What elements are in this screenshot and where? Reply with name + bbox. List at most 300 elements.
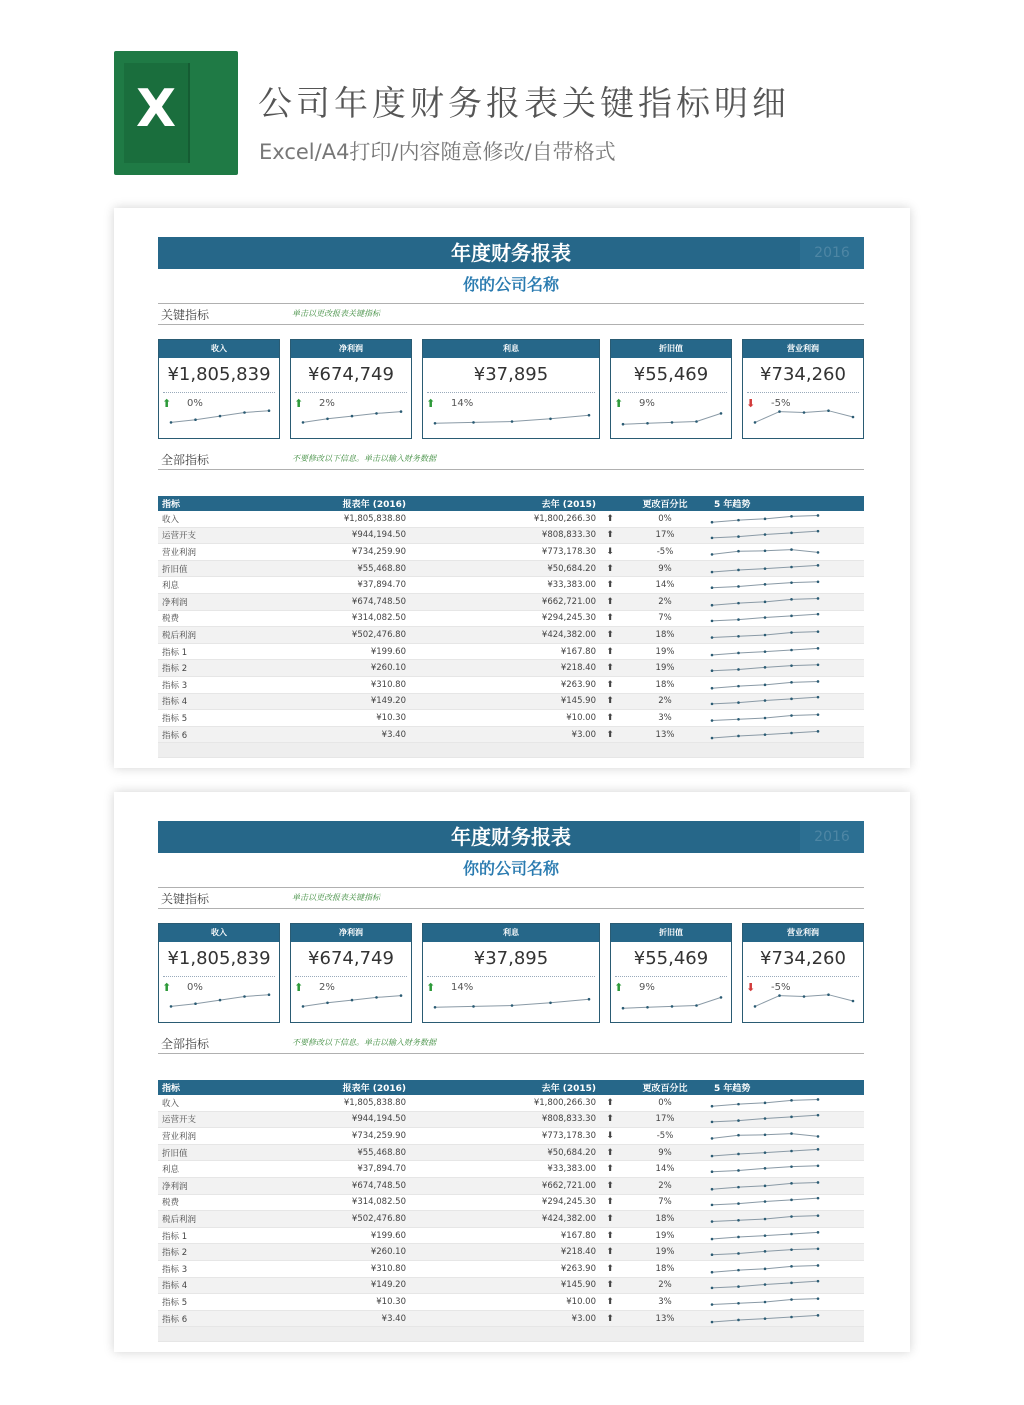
trend-cell (710, 1211, 864, 1228)
trend-cell (710, 577, 864, 594)
trend-point (790, 1249, 793, 1252)
change-percent: 17% (620, 1111, 710, 1128)
trend-point (790, 1149, 793, 1152)
trend-cell (710, 1244, 864, 1261)
kpi-card[interactable] (290, 339, 412, 439)
kpi-sparkline (301, 990, 403, 1012)
table-header-row (158, 496, 864, 511)
trend-point (194, 1002, 197, 1005)
row-sparkline (710, 1230, 820, 1242)
company-name[interactable]: 你的公司名称 (158, 269, 864, 304)
table-row[interactable] (158, 1161, 864, 1178)
previous-value: ¥50,684.20 (410, 560, 600, 577)
table-row[interactable] (158, 643, 864, 660)
up-arrow-icon: ⬆ (600, 527, 620, 544)
col-header-percent: 更改百分比 (620, 1080, 710, 1095)
trend-point (549, 418, 552, 421)
previous-value: ¥50,684.20 (410, 1144, 600, 1161)
table-row[interactable] (158, 693, 864, 710)
current-value: ¥734,259.90 (250, 1128, 410, 1145)
footer-cell (158, 743, 864, 758)
trend-point (711, 1188, 714, 1191)
change-percent: 17% (620, 527, 710, 544)
metric-name: 利息 (158, 1161, 250, 1178)
table-row[interactable] (158, 511, 864, 527)
trend-point (764, 1101, 767, 1104)
trend-point (737, 1103, 740, 1106)
trend-point (711, 1271, 714, 1274)
trend-point (711, 553, 714, 556)
table-row[interactable] (158, 726, 864, 743)
trend-point (737, 1302, 740, 1305)
company-name[interactable]: 你的公司名称 (158, 853, 864, 888)
trend-point (764, 634, 767, 637)
current-value: ¥674,748.50 (250, 593, 410, 610)
key-section-hint[interactable]: 单击以更改报表关键指标 (292, 893, 380, 902)
trend-point (827, 409, 830, 412)
table-row[interactable] (158, 1244, 864, 1261)
trend-point (400, 410, 403, 413)
trend-point (695, 1004, 698, 1007)
change-percent: 14% (620, 577, 710, 594)
trend-cell (710, 1294, 864, 1311)
trend-cell (710, 1260, 864, 1277)
up-arrow-icon: ⬆ (600, 1144, 620, 1161)
trend-point (737, 1235, 740, 1238)
trend-point (737, 685, 740, 688)
row-sparkline (710, 662, 820, 674)
up-arrow-icon: ⬆ (600, 1095, 620, 1111)
trend-point (778, 410, 781, 413)
trend-point (711, 653, 714, 656)
key-section-row (158, 888, 864, 909)
previous-value: ¥808,833.30 (410, 527, 600, 544)
trend-point (817, 1165, 820, 1168)
current-value: ¥149.20 (250, 693, 410, 710)
change-percent: 19% (620, 643, 710, 660)
report-banner (158, 237, 864, 269)
current-value: ¥149.20 (250, 1277, 410, 1294)
kpi-card[interactable] (158, 339, 280, 439)
up-arrow-icon: ⬆ (600, 1111, 620, 1128)
kpi-sparkline (433, 406, 591, 428)
trend-cell (710, 676, 864, 693)
trend-point (754, 421, 757, 424)
metric-name: 利息 (158, 577, 250, 594)
table-row[interactable] (158, 544, 864, 561)
all-section-hint[interactable]: 不要修改以下信息。单击以输入财务数据 (292, 454, 436, 463)
current-value: ¥3.40 (250, 726, 410, 743)
trend-point (817, 613, 820, 616)
kpi-card[interactable] (422, 339, 600, 439)
metric-name: 税费 (158, 610, 250, 627)
up-arrow-icon: ⬆ (600, 1277, 620, 1294)
previous-value: ¥167.80 (410, 643, 600, 660)
previous-value: ¥167.80 (410, 1227, 600, 1244)
up-arrow-icon: ⬆ (614, 397, 624, 410)
trend-point (764, 1218, 767, 1221)
kpi-card[interactable] (742, 339, 864, 439)
row-sparkline (710, 1313, 820, 1325)
row-sparkline (710, 579, 820, 591)
trend-point (790, 714, 793, 717)
current-value: ¥310.80 (250, 1260, 410, 1277)
current-value: ¥502,476.80 (250, 627, 410, 644)
table-row[interactable] (158, 1144, 864, 1161)
trend-point (764, 733, 767, 736)
row-sparkline (710, 513, 820, 525)
kpi-card[interactable] (158, 923, 280, 1023)
current-value: ¥10.30 (250, 1294, 410, 1311)
trend-point (817, 647, 820, 650)
change-percent: 9% (620, 560, 710, 577)
kpi-card[interactable] (422, 923, 600, 1023)
trend-point (790, 1182, 793, 1185)
kpi-card[interactable] (610, 923, 732, 1023)
trend-cell (710, 1177, 864, 1194)
kpi-row (158, 339, 864, 449)
trend-point (434, 422, 437, 425)
trend-point (790, 1298, 793, 1301)
trend-point (351, 415, 354, 418)
current-value: ¥260.10 (250, 1244, 410, 1261)
trend-point (243, 411, 246, 414)
metric-name: 折旧值 (158, 560, 250, 577)
up-arrow-icon: ⬆ (600, 560, 620, 577)
trend-point (711, 537, 714, 540)
trend-point (711, 1320, 714, 1323)
trend-point (219, 999, 222, 1002)
trend-point (737, 1269, 740, 1272)
trend-point (790, 681, 793, 684)
table-row[interactable] (158, 1310, 864, 1327)
metric-name: 指标 2 (158, 1244, 250, 1261)
table-row[interactable] (158, 1111, 864, 1128)
metric-name: 运营开支 (158, 527, 250, 544)
table-row[interactable] (158, 1294, 864, 1311)
key-section-row (158, 304, 864, 325)
row-sparkline (710, 529, 820, 541)
table-header-row (158, 1080, 864, 1095)
trend-point (588, 998, 591, 1001)
trend-point (764, 1184, 767, 1187)
change-percent: -5% (620, 1128, 710, 1145)
metric-name: 收入 (158, 1095, 250, 1111)
table-row[interactable] (158, 1277, 864, 1294)
page-title: 公司年度财务报表关键指标明细 (258, 84, 790, 124)
all-section-label: 全部指标 (161, 1037, 210, 1051)
trend-cell (710, 544, 864, 561)
trend-cell (710, 627, 864, 644)
trend-point (764, 567, 767, 570)
change-percent: 18% (620, 1211, 710, 1228)
trend-point (472, 1005, 475, 1008)
metrics-table (158, 1080, 864, 1342)
kpi-name: 收入 (159, 340, 279, 358)
kpi-card[interactable] (742, 923, 864, 1023)
trend-point (790, 1265, 793, 1268)
kpi-value: ¥37,895 (427, 942, 595, 977)
kpi-sparkline (621, 406, 723, 428)
trend-point (737, 702, 740, 705)
trend-point (764, 600, 767, 603)
change-percent: 18% (620, 676, 710, 693)
trend-point (711, 620, 714, 623)
trend-cell (710, 710, 864, 727)
table-row[interactable] (158, 1227, 864, 1244)
up-arrow-icon: ⬆ (162, 981, 172, 994)
trend-point (711, 1171, 714, 1174)
trend-point (817, 581, 820, 584)
previous-value: ¥10.00 (410, 710, 600, 727)
key-section-hint[interactable]: 单击以更改报表关键指标 (292, 309, 380, 318)
kpi-percent: -5% (771, 398, 791, 409)
kpi-card[interactable] (610, 339, 732, 439)
up-arrow-icon: ⬆ (600, 577, 620, 594)
trend-point (817, 1197, 820, 1200)
all-section-row (158, 1033, 864, 1054)
up-arrow-icon: ⬆ (600, 610, 620, 627)
trend-point (646, 422, 649, 425)
trend-point (790, 731, 793, 734)
previous-value: ¥218.40 (410, 660, 600, 677)
table-body (158, 1095, 864, 1342)
trend-point (790, 1132, 793, 1135)
trend-cell (710, 693, 864, 710)
table-row[interactable] (158, 710, 864, 727)
metric-name: 税后利润 (158, 1211, 250, 1228)
change-percent: 0% (620, 511, 710, 527)
change-percent: 13% (620, 726, 710, 743)
up-arrow-icon: ⬆ (600, 627, 620, 644)
trend-cell (710, 527, 864, 544)
trend-point (817, 1264, 820, 1267)
col-header-arrow (600, 1080, 620, 1095)
all-section-hint[interactable]: 不要修改以下信息。单击以输入财务数据 (292, 1038, 436, 1047)
trend-point (720, 996, 723, 999)
metric-name: 指标 2 (158, 660, 250, 677)
trend-point (375, 996, 378, 999)
kpi-name: 利息 (423, 924, 599, 942)
trend-point (737, 1120, 740, 1123)
metric-name: 指标 1 (158, 1227, 250, 1244)
table-row[interactable] (158, 577, 864, 594)
trend-point (351, 999, 354, 1002)
metric-name: 折旧值 (158, 1144, 250, 1161)
up-arrow-icon: ⬆ (162, 397, 172, 410)
trend-point (737, 602, 740, 605)
change-percent: 18% (620, 1260, 710, 1277)
up-arrow-icon: ⬆ (600, 593, 620, 610)
trend-point (737, 1134, 740, 1137)
trend-point (790, 615, 793, 618)
row-sparkline (710, 596, 820, 608)
previous-value: ¥773,178.30 (410, 544, 600, 561)
table-row[interactable] (158, 1128, 864, 1145)
trend-point (511, 420, 514, 423)
banner-year: 2016 (800, 821, 864, 853)
current-value: ¥314,082.50 (250, 610, 410, 627)
trend-point (711, 1105, 714, 1108)
trend-point (790, 582, 793, 585)
all-section-label: 全部指标 (161, 453, 210, 467)
trend-cell (710, 1161, 864, 1178)
table-row[interactable] (158, 1194, 864, 1211)
trend-point (737, 1318, 740, 1321)
row-sparkline (710, 1113, 820, 1125)
trend-point (764, 1151, 767, 1154)
previous-value: ¥3.00 (410, 726, 600, 743)
row-sparkline (710, 1263, 820, 1275)
trend-point (764, 650, 767, 653)
trend-point (671, 421, 674, 424)
trend-point (764, 717, 767, 720)
current-value: ¥199.60 (250, 643, 410, 660)
previous-value: ¥662,721.00 (410, 593, 600, 610)
current-value: ¥55,468.80 (250, 560, 410, 577)
trend-point (817, 564, 820, 567)
previous-value: ¥3.00 (410, 1310, 600, 1327)
up-arrow-icon: ⬆ (600, 1194, 620, 1211)
trend-point (764, 583, 767, 586)
trend-point (764, 1133, 767, 1136)
trend-point (803, 411, 806, 414)
previous-value: ¥218.40 (410, 1244, 600, 1261)
previous-value: ¥662,721.00 (410, 1177, 600, 1194)
trend-cell (710, 643, 864, 660)
table-row[interactable] (158, 1177, 864, 1194)
report-inner (158, 237, 864, 758)
table-row[interactable] (158, 527, 864, 544)
row-sparkline (710, 1180, 820, 1192)
up-arrow-icon: ⬆ (600, 1310, 620, 1327)
logo-letter: X (135, 79, 177, 139)
footer-cell (158, 1327, 864, 1342)
up-arrow-icon: ⬆ (614, 981, 624, 994)
change-percent: 9% (620, 1144, 710, 1161)
change-percent: 13% (620, 1310, 710, 1327)
col-header-metric: 指标 (158, 496, 250, 511)
up-arrow-icon: ⬆ (600, 1294, 620, 1311)
metric-name: 指标 3 (158, 676, 250, 693)
kpi-percent: 14% (451, 398, 474, 409)
trend-cell (710, 1144, 864, 1161)
trend-point (764, 1234, 767, 1237)
table-row[interactable] (158, 676, 864, 693)
trend-point (622, 1007, 625, 1010)
table-row[interactable] (158, 627, 864, 644)
up-arrow-icon: ⬆ (600, 660, 620, 677)
previous-value: ¥424,382.00 (410, 1211, 600, 1228)
trend-point (711, 736, 714, 739)
col-header-current: 报表年 (2016) (250, 1080, 410, 1095)
col-header-current: 报表年 (2016) (250, 496, 410, 511)
trend-point (778, 994, 781, 997)
current-value: ¥10.30 (250, 710, 410, 727)
trend-point (711, 1237, 714, 1240)
trend-point (711, 1303, 714, 1306)
previous-value: ¥263.90 (410, 676, 600, 693)
trend-cell (710, 1111, 864, 1128)
col-header-metric: 指标 (158, 1080, 250, 1095)
trend-cell (710, 1227, 864, 1244)
trend-point (434, 1006, 437, 1009)
previous-value: ¥263.90 (410, 1260, 600, 1277)
trend-point (737, 1286, 740, 1289)
trend-point (764, 534, 767, 537)
kpi-percent: -5% (771, 982, 791, 993)
kpi-value: ¥674,749 (295, 358, 407, 393)
trend-point (737, 668, 740, 671)
trend-point (790, 1215, 793, 1218)
change-percent: 19% (620, 1244, 710, 1261)
trend-point (764, 549, 767, 552)
report-card-1 (114, 208, 910, 768)
row-sparkline (710, 679, 820, 691)
current-value: ¥37,894.70 (250, 1161, 410, 1178)
trend-point (737, 519, 740, 522)
trend-point (711, 1287, 714, 1290)
table-row[interactable] (158, 660, 864, 677)
trend-point (817, 713, 820, 716)
previous-value: ¥1,800,266.30 (410, 1095, 600, 1111)
trend-point (711, 1121, 714, 1124)
up-arrow-icon: ⬆ (600, 511, 620, 527)
trend-point (737, 1252, 740, 1255)
table-row[interactable] (158, 1211, 864, 1228)
trend-point (711, 604, 714, 607)
kpi-value: ¥55,469 (615, 358, 727, 393)
previous-value: ¥33,383.00 (410, 577, 600, 594)
change-percent: 2% (620, 593, 710, 610)
metric-name: 运营开支 (158, 1111, 250, 1128)
trend-point (711, 1220, 714, 1223)
up-arrow-icon: ⬆ (600, 693, 620, 710)
trend-point (375, 412, 378, 415)
table-row[interactable] (158, 593, 864, 610)
table-row[interactable] (158, 560, 864, 577)
up-arrow-icon: ⬆ (600, 676, 620, 693)
trend-cell (710, 1128, 864, 1145)
trend-point (817, 1214, 820, 1217)
table-row[interactable] (158, 1095, 864, 1111)
table-row[interactable] (158, 610, 864, 627)
kpi-value: ¥674,749 (295, 942, 407, 977)
page-header (0, 0, 1024, 200)
trend-point (817, 551, 820, 554)
banner-title: 年度财务报表 (451, 241, 571, 265)
trend-point (671, 1005, 674, 1008)
trend-point (817, 730, 820, 733)
trend-cell (710, 1194, 864, 1211)
row-sparkline (710, 1296, 820, 1308)
trend-point (737, 734, 740, 737)
previous-value: ¥808,833.30 (410, 1111, 600, 1128)
table-row[interactable] (158, 1260, 864, 1277)
kpi-card[interactable] (290, 923, 412, 1023)
previous-value: ¥294,245.30 (410, 1194, 600, 1211)
trend-point (326, 1002, 329, 1005)
kpi-value: ¥37,895 (427, 358, 595, 393)
kpi-name: 净利润 (291, 340, 411, 358)
trend-point (790, 631, 793, 634)
row-sparkline (710, 1279, 820, 1291)
trend-point (711, 687, 714, 690)
metric-name: 指标 4 (158, 1277, 250, 1294)
trend-cell (710, 593, 864, 610)
trend-point (737, 718, 740, 721)
banner-year: 2016 (800, 237, 864, 269)
